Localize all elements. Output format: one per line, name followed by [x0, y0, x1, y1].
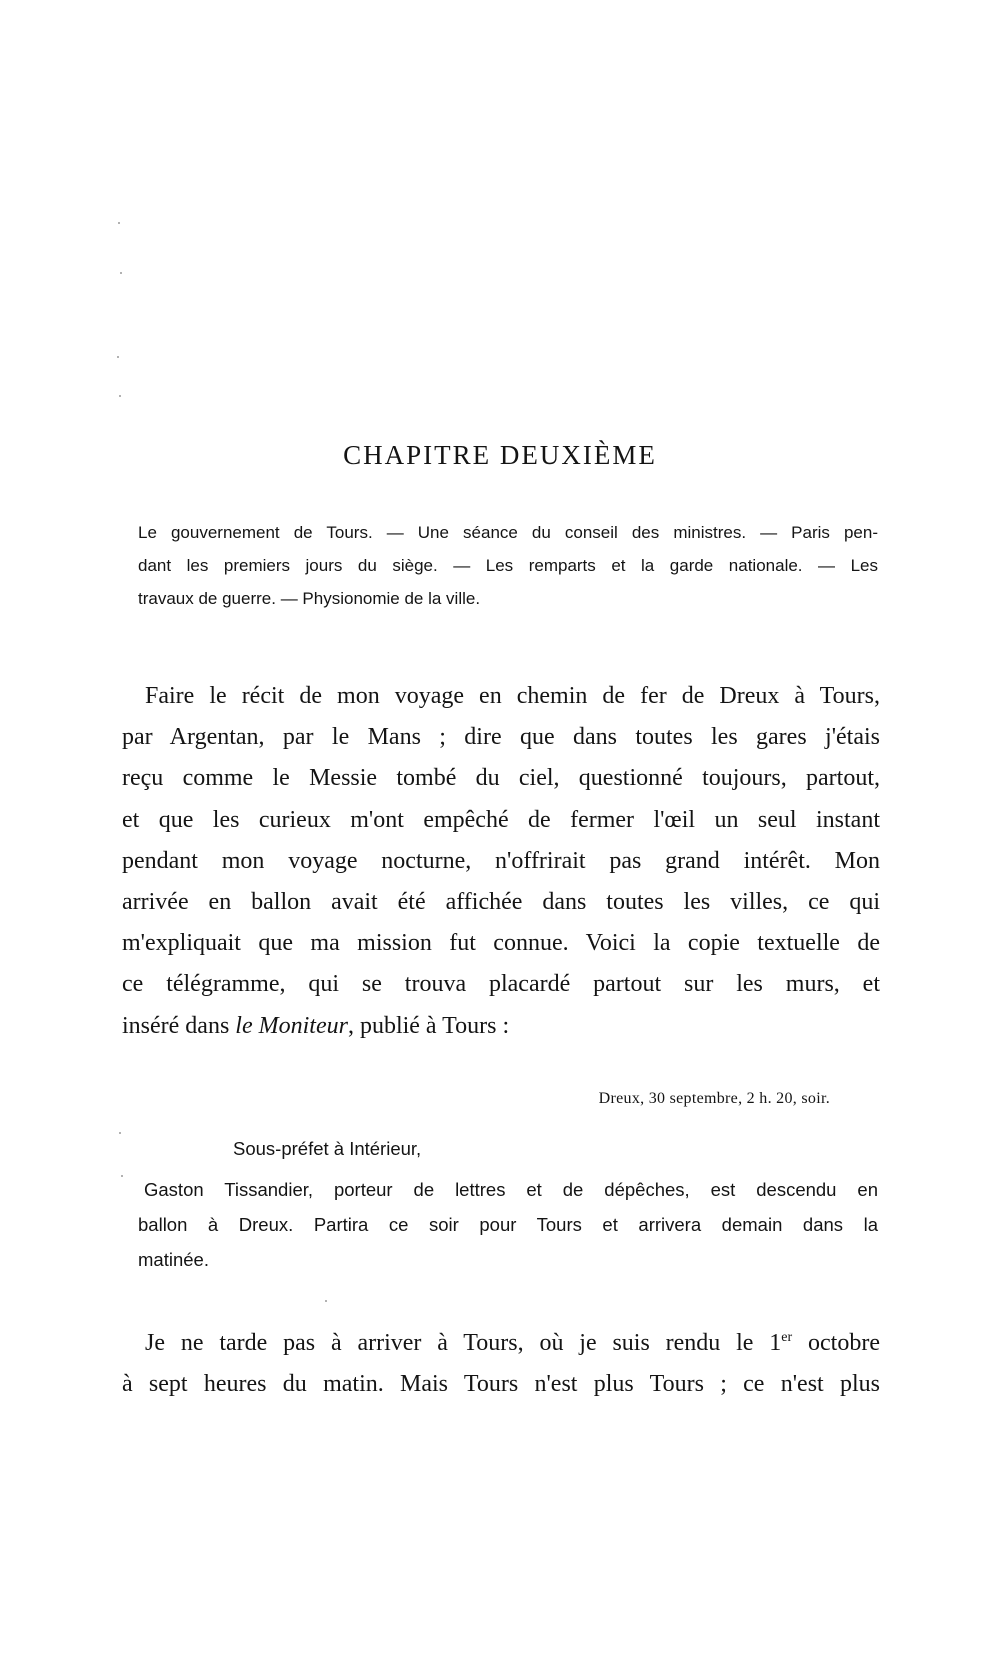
paragraph-text: , publié à Tours : — [347, 1012, 510, 1039]
scan-speck — [325, 1300, 327, 1302]
paragraph-line: à sept heures du matin. Mais Tours n'est plus Tours ; ce n'est plus — [122, 1371, 880, 1398]
paragraph-line: reçu comme le Messie tombé du ciel, questionné toujours, partout, — [122, 765, 880, 792]
scan-speck — [119, 395, 121, 397]
paragraph-line — [122, 1323, 880, 1364]
body-paragraph — [122, 1323, 880, 1405]
summary-line: Le gouvernement de Tours. — Une séance du conseil des ministres. — Paris pen- — [138, 523, 878, 542]
paragraph-text: octobre — [792, 1330, 880, 1356]
telegram-line: Gaston Tissandier, porteur de lettres et de dépêches, est descendu en — [144, 1179, 878, 1200]
paragraph-text: Je ne tarde pas à arriver à Tours, où je suis rendu le 1 — [145, 1330, 782, 1356]
telegram-text — [138, 1172, 878, 1277]
telegram-line: ballon à Dreux. Partira ce soir pour Tours et arrivera demain dans la — [138, 1214, 878, 1235]
paragraph-line: et que les curieux m'ont empêché de fermer l'œil un seul instant — [122, 806, 880, 833]
newspaper-title: le Moniteur — [235, 1012, 348, 1039]
summary-line: dant les premiers jours du siège. — Les remparts et la garde nationale. — Les — [138, 556, 878, 575]
scan-speck — [120, 272, 122, 274]
paragraph-line — [122, 1006, 880, 1047]
paragraph-text: inséré dans — [122, 1012, 236, 1039]
paragraph-line: pendant mon voyage nocturne, n'offrirait pas grand intérêt. Mon — [122, 847, 880, 874]
paragraph-line: ce télégramme, qui se trouva placardé partout sur les murs, et — [122, 971, 880, 998]
chapter-summary — [138, 516, 878, 615]
paragraph-line: m'expliquait que ma mission fut connue. Voici la copie textuelle de — [122, 930, 880, 957]
summary-line: travaux de guerre. — Physionomie de la ville. — [138, 589, 481, 608]
scan-speck — [117, 356, 119, 358]
scan-speck — [119, 1132, 121, 1134]
ordinal-suffix: er — [781, 1330, 793, 1345]
body-paragraph — [122, 676, 880, 1047]
telegram-dateline: Dreux, 30 septembre, 2 h. 20, soir. — [598, 1090, 830, 1107]
scan-speck — [121, 1175, 123, 1177]
paragraph-line: Faire le récit de mon voyage en chemin de fer de Dreux à Tours, — [145, 683, 880, 709]
chapter-title: CHAPITRE DEUXIÈME — [343, 440, 657, 470]
paragraph-line: par Argentan, par le Mans ; dire que dans toutes les gares j'étais — [122, 724, 880, 751]
paragraph-line: arrivée en ballon avait été affichée dans toutes les villes, ce qui — [122, 889, 880, 916]
telegram-line: matinée. — [138, 1249, 209, 1270]
scan-speck — [118, 222, 120, 224]
telegram-salutation: Sous-préfet à Intérieur, — [233, 1138, 422, 1159]
